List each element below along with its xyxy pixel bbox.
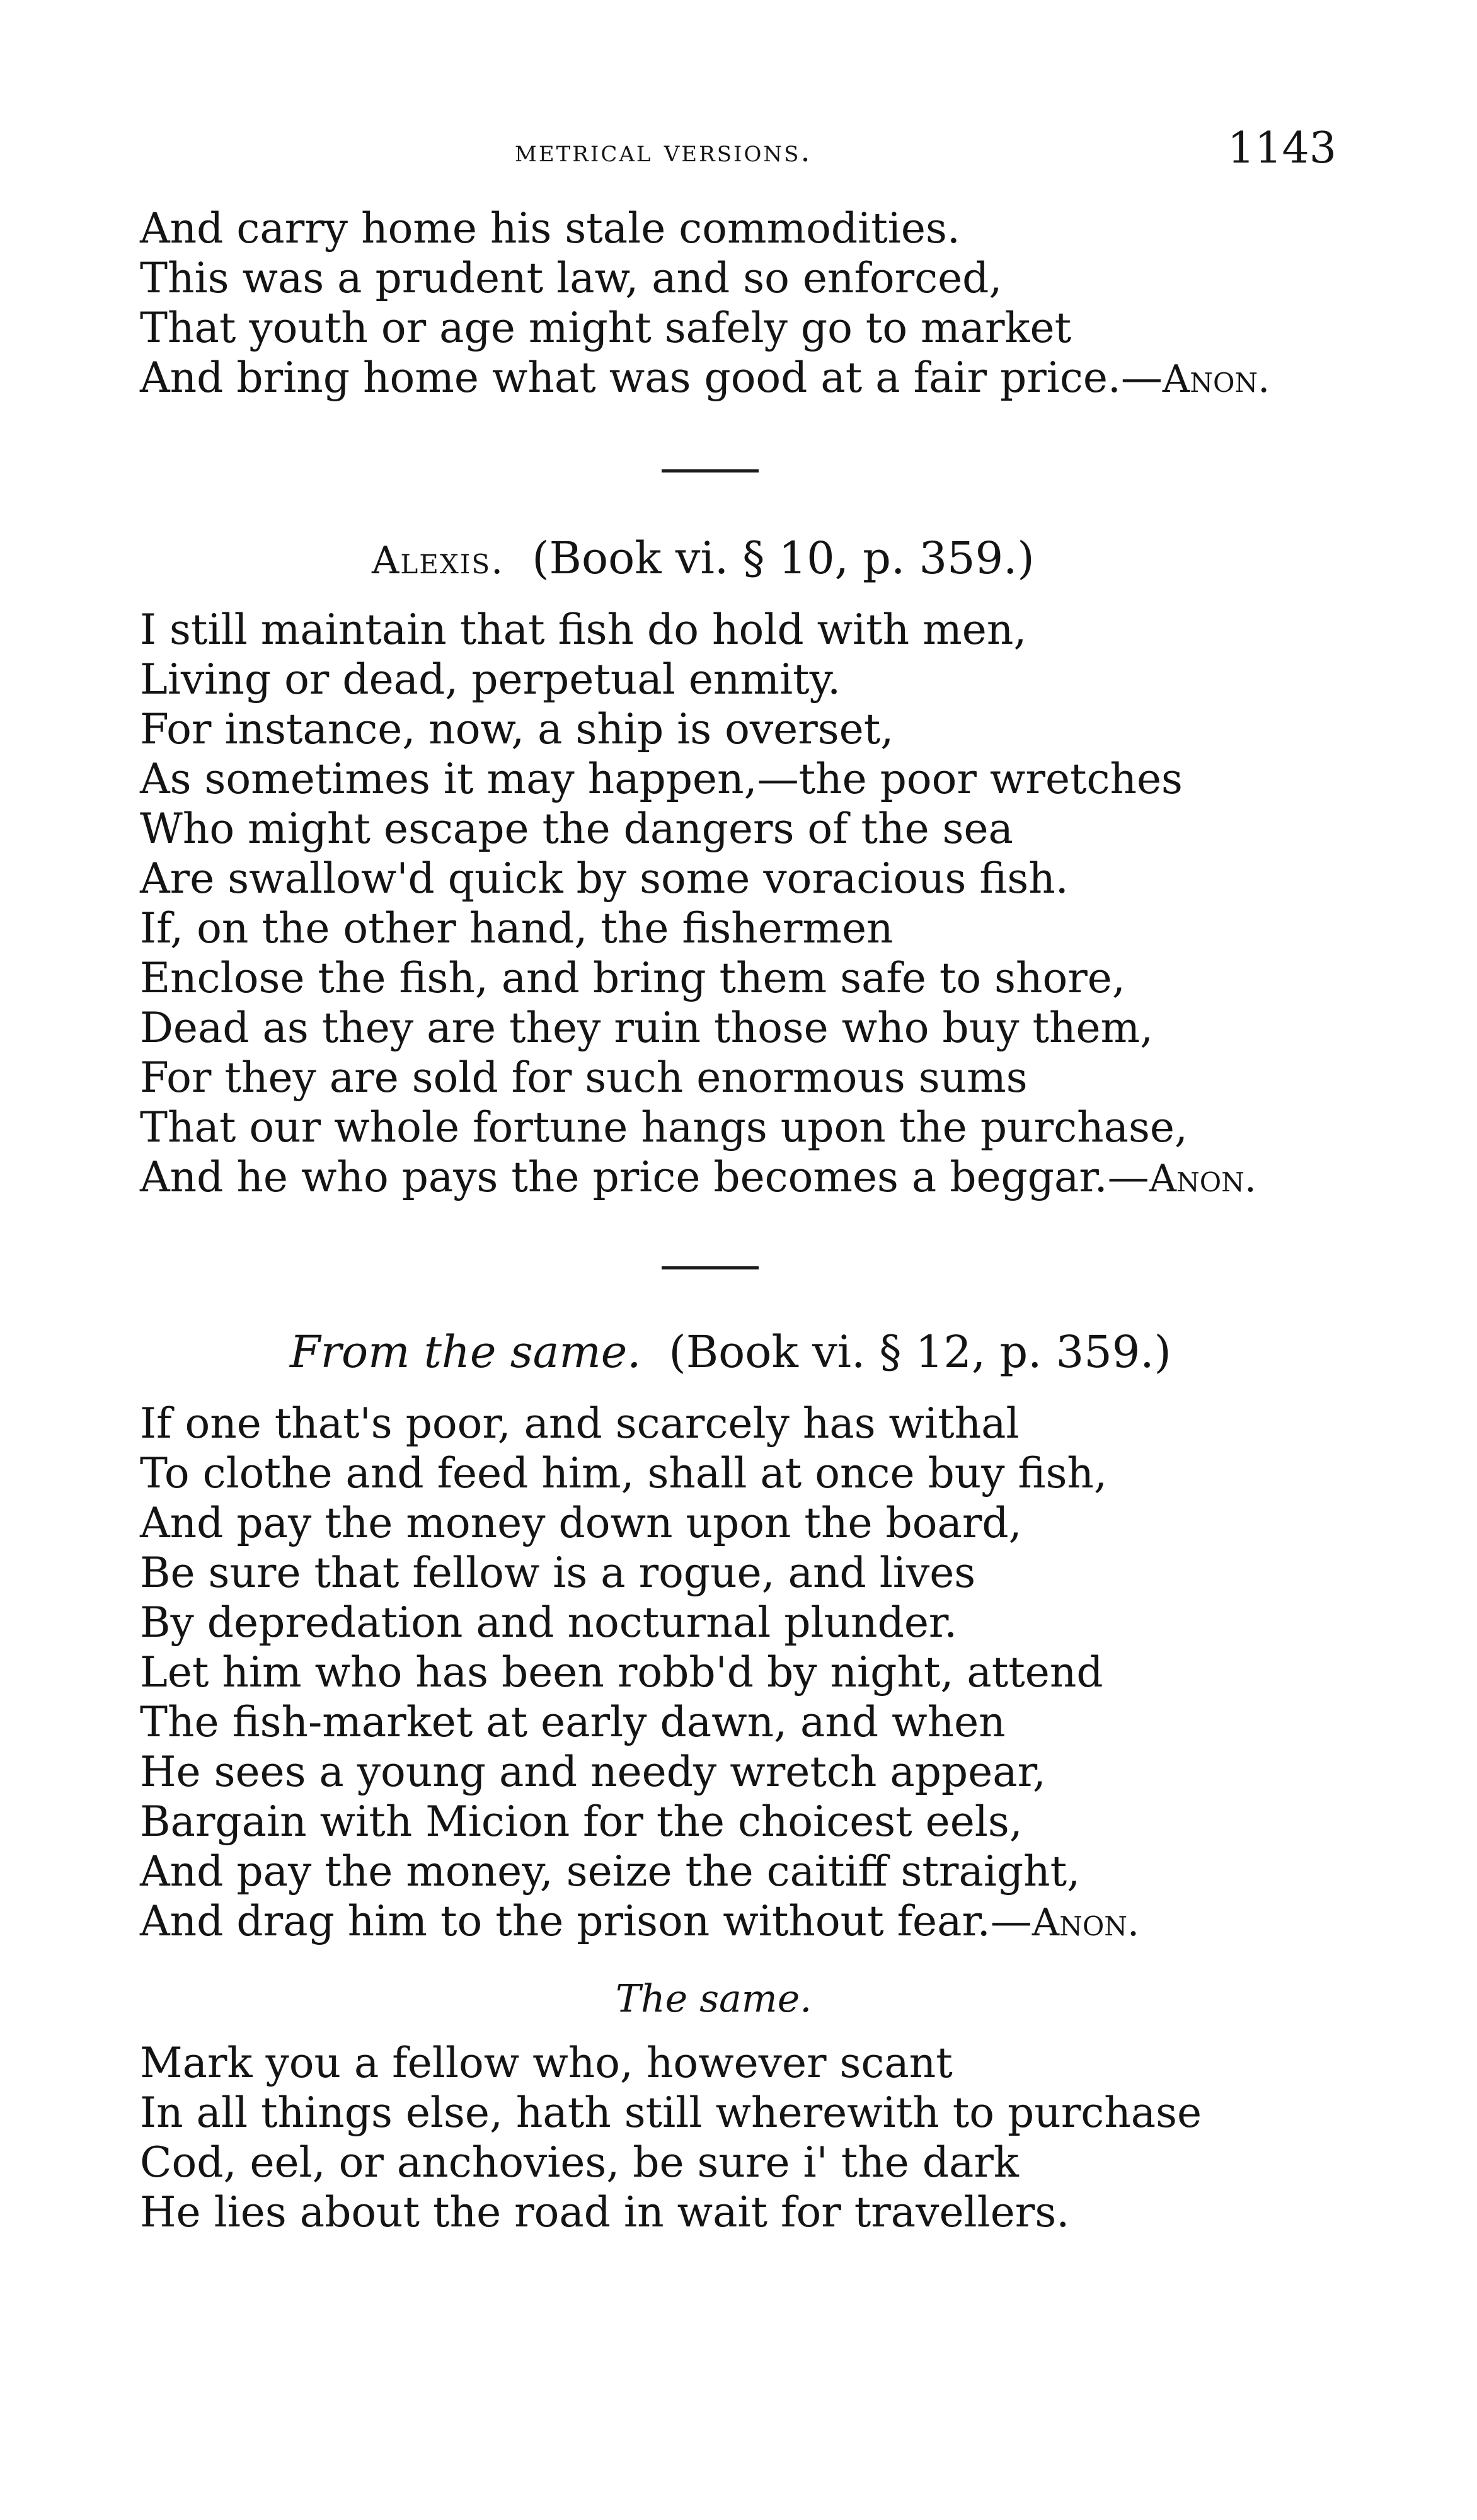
verse-line: Are swallow'd quick by some voracious fish.	[140, 854, 1069, 903]
verse-line: By depredation and nocturnal plunder.	[140, 1598, 958, 1647]
verse-line: In all things else, hath still wherewith to purchase	[140, 2088, 1202, 2137]
section-divider	[662, 469, 759, 472]
verse-line: As sometimes it may happen,—the poor wretches	[140, 755, 1183, 803]
opening-stanza	[140, 203, 1270, 403]
verse-line: If one that's poor, and scarcely has withal	[140, 1399, 1020, 1448]
section-heading-alexis	[372, 532, 1035, 584]
verse-line-final	[140, 1896, 1139, 1946]
verse-line: He lies about the road in wait for travellers.	[140, 2188, 1070, 2236]
heading-reference: (Book vi. § 10, p. 359.)	[532, 532, 1035, 584]
running-head: metrical versions.	[515, 134, 812, 169]
heading-name: Alexis.	[372, 539, 505, 583]
attribution: Anon.	[1032, 1901, 1140, 1945]
verse-line: And carry home his stale commodities.	[140, 204, 960, 253]
verse-line: Be sure that fellow is a rogue, and lives	[140, 1549, 976, 1597]
verse-line: If, on the other hand, the fishermen	[140, 904, 894, 953]
verse-line: To clothe and feed him, shall at once buy fish,	[140, 1449, 1107, 1498]
verse-line: Cod, eel, or anchovies, be sure i' the dark	[140, 2138, 1019, 2187]
verse-line: Enclose the fish, and bring them safe to shore,	[140, 954, 1125, 1002]
verse-text: And he who pays the price becomes a beggar.—	[140, 1153, 1149, 1201]
the-same-stanza	[140, 2038, 1202, 2237]
verse-line: That our whole fortune hangs upon the purchase,	[140, 1103, 1188, 1152]
heading-reference: (Book vi. § 12, p. 359.)	[669, 1326, 1171, 1378]
verse-line: I still maintain that fish do hold with men,	[140, 605, 1027, 654]
verse-line: Dead as they are they ruin those who buy them,	[140, 1004, 1154, 1052]
page-number: 1143	[1227, 123, 1337, 173]
section-divider	[662, 1266, 759, 1269]
heading-name: From the same.	[290, 1326, 641, 1378]
verse-line-final	[140, 1152, 1256, 1202]
verse-line: Mark you a fellow who, however scant	[140, 2039, 953, 2087]
from-the-same-stanza	[140, 1399, 1139, 1946]
attribution: Anon.	[1149, 1157, 1256, 1201]
verse-line: That youth or age might safely go to market	[140, 304, 1072, 352]
verse-line: The fish-market at early dawn, and when	[140, 1698, 1006, 1746]
verse-line: Let him who has been robb'd by night, attend	[140, 1648, 1103, 1697]
verse-line: For instance, now, a ship is overset,	[140, 705, 894, 753]
verse-text: And bring home what was good at a fair price.—	[140, 353, 1163, 402]
verse-line: This was a prudent law, and so enforced,	[140, 254, 1003, 302]
attribution: Anon.	[1162, 357, 1270, 401]
verse-line: And pay the money down upon the board,	[140, 1499, 1022, 1547]
verse-line: For they are sold for such enormous sums	[140, 1053, 1028, 1102]
alexis-stanza	[140, 605, 1256, 1202]
verse-line: And pay the money, seize the caitiff straight,	[140, 1847, 1081, 1896]
verse-line: Bargain with Micion for the choicest eels,	[140, 1797, 1023, 1846]
verse-line: He sees a young and needy wretch appear,	[140, 1748, 1046, 1796]
verse-text: And drag him to the prison without fear.—	[140, 1897, 1032, 1945]
section-heading-from-the-same	[290, 1326, 1171, 1378]
verse-line: Living or dead, perpetual enmity.	[140, 655, 841, 704]
verse-line-final	[140, 353, 1270, 403]
verse-line: Who might escape the dangers of the sea	[140, 805, 1013, 853]
section-heading-the-same: The same.	[616, 1977, 812, 2021]
